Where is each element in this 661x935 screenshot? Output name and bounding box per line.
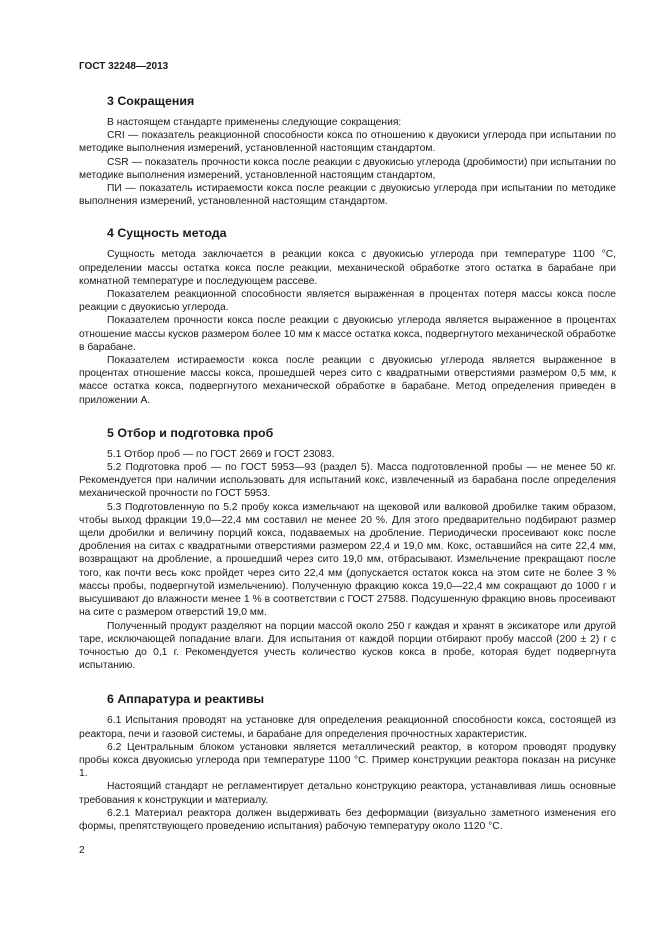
paragraph: 5.2 Подготовка проб — по ГОСТ 5953—93 (раздел 5). Масса подготовленной пробы — не менее 50 кг. Рекомендуется при наличии использовать для испытаний кокс, извлеченный из барабана после определения механической прочности по ГОСТ 5953. [79,462,616,500]
paragraph: Полученный продукт разделяют на порции массой около 250 г каждая и хранят в эксикаторе или другой таре, исключающей попадание влаги. Для испытания от каждой порции отбирают пробу массой (200 ± 2) г с точностью до 0,1 г. Рекомендуется учесть количество кусков кокса в пробе, которая будет подвергнута испытанию. [79,620,616,672]
paragraph: 6.2 Центральным блоком установки является металлический реактор, в котором проводят продувку пробы кокса двуокисью углерода при температуре 1100 °С. Пример конструкции реактора показан на рисунке 1. [79,741,616,780]
section-abbreviations [79,94,616,208]
paragraph: CRI — показатель реакционной способности кокса по отношению к двуокиси углерода при испытании по методике выполнения измерений, установленной настоящим стандартом. [79,130,616,155]
document-header: ГОСТ 32248—2013 [79,61,169,72]
paragraph: Показателем истираемости кокса после реакции с двуокисью углерода является выраженное в процентах отношение массы кокса, прошедшей через сито с квадратными отверстиями размером 0,5 мм, к массе остатка кокса, подвергнутого механической обработке в барабане. Метод определения приведен в приложении А. [79,355,616,406]
paragraph: ПИ — показатель истираемости кокса после реакции с двуокисью углерода при испытании по методике выполнения измерений, установленной настоящим стандартом. [79,183,616,208]
paragraph: 5.1 Отбор проб — по ГОСТ 2669 и ГОСТ 23083. [107,448,335,460]
paragraph: Сущность метода заключается в реакции кокса с двуокисью углерода при температуре 1100 °С, определении массы остатка кокса после реакции, механической обработке этого остатка в барабане при комнатной температуре и последующем рассеве. [79,249,616,287]
section-apparatus [79,692,616,833]
paragraph: 6.2.1 Материал реактора должен выдерживать без деформации (визуально заметного изменения его формы, препятствующего проведению испытания) рабочую температуру около 1120 °С. [79,807,616,832]
paragraph: В настоящем стандарте применены следующие сокращения: [107,117,402,128]
paragraph: Настоящий стандарт не регламентирует детально конструкцию реактора, устанавливая лишь основные требования к конструкции и материалу. [79,781,616,806]
section-heading: 4 Сущность метода [107,226,227,241]
paragraph: 6.1 Испытания проводят на установке для определения реакционной способности кокса, состоящей из реактора, печи и газовой системы, и барабане для определения прочностных характеристик. [79,715,616,740]
section-method-essence [79,226,616,406]
paragraph: 5.3 Подготовленную по 5.2 пробу кокса измельчают на щековой или валковой дробилке таким образом, чтобы выход фракции 19,0—22,4 мм составил не менее 20 %. Для этого предварительно подбирают размер щели дробилки и величину порций кокса, подаваемых на дробление. Периодически просеивают кокс после дробления на ситах с квадратными отверстиями размером 22,4 и 19,0 мм. Кокс, оставшийся на сите 22,4 мм, возвращают на дробление, а прошедший через сито 19,0 мм, отбрасывают. Измельчение прекращают после того, как почти весь кокс пройдет через сито 22,4 мм (допускается остаток кокса на этом сите не более 3 % массы пробы, подвергнутой измельчению). Полученную фракцию кокса 19,0—22,4 мм сокращают до 1000 г и высушивают до влажности менее 1 % в соответствии с ГОСТ 27588. Подсушенную фракцию вновь просеивают на сите с размером отверстий 19,0 мм. [79,501,616,619]
section-heading: 6 Аппаратура и реактивы [107,692,265,707]
section-sampling [79,426,616,672]
paragraph: CSR — показатель прочности кокса после реакции с двуокисью углерода (дробимости) при испытании по методике выполнения измерений, установленной настоящим стандартом, [79,156,616,181]
document-body [79,90,616,833]
page-number: 2 [79,845,85,856]
section-heading: 5 Отбор и подготовка проб [107,425,274,440]
paragraph: Показателем реакционной способности является выраженная в процентах потеря массы кокса после реакции с двуокисью углерода. [79,289,616,314]
paragraph: Показателем прочности кокса после реакции с двуокисью углерода является выраженное в процентах отношение массы кусков размером более 10 мм к массе остатка кокса, подвергнутого механической обработке в барабане. [79,315,616,353]
section-heading: 3 Сокращения [107,94,195,108]
